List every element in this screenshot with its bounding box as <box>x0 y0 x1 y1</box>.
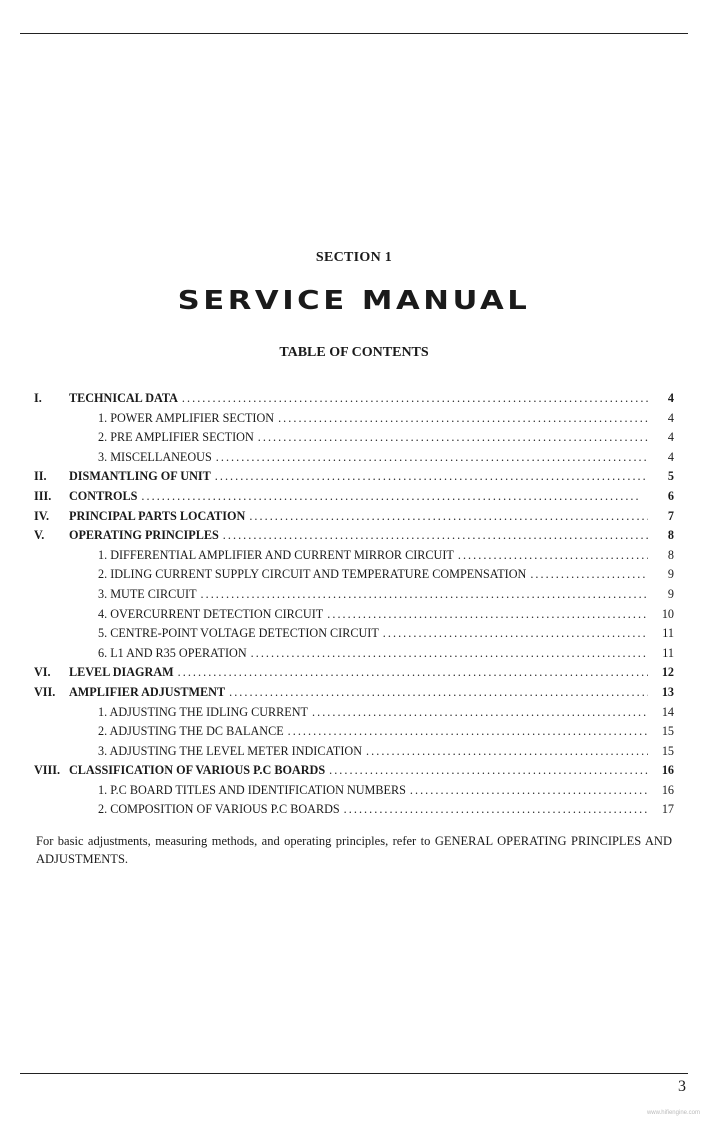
toc-entry-label: AMPLIFIER ADJUSTMENT <box>69 684 226 699</box>
toc-subsection-row <box>34 428 674 448</box>
toc-section-row <box>34 526 674 546</box>
toc-page-number: 12 <box>661 665 674 680</box>
dot-leader <box>182 389 648 409</box>
dot-leader <box>312 703 648 723</box>
toc-heading: TABLE OF CONTENTS <box>279 345 429 360</box>
toc-entry-label: 5. CENTRE-POINT VOLTAGE DETECTION CIRCUIT <box>98 626 379 641</box>
toc-section-row <box>34 761 674 781</box>
toc-page-number: 9 <box>667 567 674 582</box>
toc-page-number: 15 <box>661 743 674 758</box>
dot-leader <box>458 546 648 566</box>
toc-entry-label: 3. MUTE CIRCUIT <box>98 586 197 601</box>
toc-subsection-row <box>34 722 674 742</box>
toc-entry-label: 3. ADJUSTING THE LEVEL METER INDICATION <box>98 743 363 758</box>
toc-page-number: 14 <box>661 704 674 719</box>
watermark-text: www.hifiengine.com <box>646 1110 700 1116</box>
toc-entry-label: CONTROLS <box>69 488 138 503</box>
toc-entry-label: 1. P.C BOARD TITLES AND IDENTIFICATION NUMBERS <box>98 782 406 797</box>
toc-subsection-row <box>34 703 674 723</box>
toc-entry-label: 2. COMPOSITION OF VARIOUS P.C BOARDS <box>98 802 340 817</box>
dot-leader <box>215 467 648 487</box>
dot-leader <box>383 624 648 644</box>
toc-section-row <box>34 467 674 487</box>
toc-page-number: 4 <box>667 449 674 464</box>
toc-entry-label: PRINCIPAL PARTS LOCATION <box>69 508 246 523</box>
toc-entry-label: 1. DIFFERENTIAL AMPLIFIER AND CURRENT MIRROR CIRCUIT <box>98 547 454 562</box>
toc-entry-label: 4. OVERCURRENT DETECTION CIRCUIT <box>98 606 324 621</box>
dot-leader <box>288 722 648 742</box>
dot-leader <box>141 487 648 507</box>
toc-page-number: 10 <box>661 606 674 621</box>
toc-entry-label: LEVEL DIAGRAM <box>69 665 174 680</box>
toc-entry-label: 2. PRE AMPLIFIER SECTION <box>98 430 254 445</box>
toc-page-number: 17 <box>661 802 674 817</box>
dot-leader <box>216 448 648 468</box>
top-rule <box>20 33 688 34</box>
toc-subsection-row <box>34 409 674 429</box>
toc-section-number: I. <box>34 391 42 405</box>
toc-section-row <box>34 389 674 409</box>
toc-subsection-row <box>34 605 674 625</box>
toc-page-number: 16 <box>661 782 674 797</box>
toc-subsection-row <box>34 800 674 820</box>
toc-subsection-row <box>34 585 674 605</box>
toc-entry-label: 1. ADJUSTING THE IDLING CURRENT <box>98 704 309 719</box>
dot-leader <box>530 565 648 585</box>
dot-leader <box>223 526 648 546</box>
toc-subsection-row <box>34 546 674 566</box>
page-number: 3 <box>678 1078 686 1095</box>
toc-page-number: 8 <box>667 528 674 543</box>
dot-leader <box>344 800 648 820</box>
toc-subsection-row <box>34 781 674 801</box>
toc-page-number: 6 <box>667 488 674 503</box>
dot-leader <box>410 781 648 801</box>
toc-page-number: 4 <box>667 391 674 405</box>
toc-section-row <box>34 507 674 527</box>
dot-leader <box>327 605 648 625</box>
section-label: SECTION 1 <box>315 250 393 265</box>
toc-subsection-row <box>34 565 674 585</box>
toc-subsection-row <box>34 448 674 468</box>
toc-page-number: 13 <box>661 684 674 699</box>
toc-entry-label: TECHNICAL DATA <box>69 391 178 405</box>
toc-section-number: V. <box>34 528 45 543</box>
document-title: SERVICE MANUAL <box>177 286 531 316</box>
dot-leader <box>201 585 648 605</box>
dot-leader <box>366 742 648 762</box>
toc-page-number: 16 <box>661 763 674 778</box>
toc-entry-label: 1. POWER AMPLIFIER SECTION <box>98 410 275 425</box>
toc-entry-label: 2. IDLING CURRENT SUPPLY CIRCUIT AND TEMPERATURE COMPENSATION <box>98 567 527 582</box>
toc-page-number: 4 <box>667 430 674 445</box>
dot-leader <box>278 409 648 429</box>
toc-page-number: 11 <box>662 645 674 660</box>
toc-section-number: III. <box>34 488 52 503</box>
toc-entry-label: OPERATING PRINCIPLES <box>69 528 219 543</box>
toc-page-number: 4 <box>667 410 674 425</box>
toc-entry-label: 2. ADJUSTING THE DC BALANCE <box>98 724 284 739</box>
toc-subsection-row <box>34 742 674 762</box>
toc-section-number: VI. <box>34 665 51 680</box>
toc-section-row <box>34 487 674 507</box>
bottom-rule <box>20 1073 688 1074</box>
dot-leader <box>178 663 648 683</box>
dot-leader <box>229 683 648 703</box>
reference-note: For basic adjustments, measuring methods, and operating principles, refer to GENERAL OPERATING PRINCIPLES AND ADJUSTMENTS. <box>36 834 672 866</box>
toc-section-number: IV. <box>34 508 50 523</box>
toc-section-number: II. <box>34 469 47 484</box>
toc-page-number: 7 <box>667 508 674 523</box>
toc-section-number: VII. <box>34 684 56 699</box>
dot-leader <box>258 428 648 448</box>
toc-page-number: 8 <box>667 547 674 562</box>
toc-page-number: 5 <box>667 469 674 484</box>
toc-entry-label: 3. MISCELLANEOUS <box>98 449 212 464</box>
dot-leader <box>249 507 648 527</box>
toc-page-number: 9 <box>667 586 674 601</box>
toc-entry-label: CLASSIFICATION OF VARIOUS P.C BOARDS <box>69 763 326 778</box>
dot-leader <box>251 644 648 664</box>
toc-section-row <box>34 663 674 683</box>
table-of-contents <box>34 389 674 820</box>
toc-subsection-row <box>34 644 674 664</box>
toc-page-number: 15 <box>661 724 674 739</box>
toc-subsection-row <box>34 624 674 644</box>
dot-leader <box>329 761 648 781</box>
toc-section-row <box>34 683 674 703</box>
toc-section-number: VIII. <box>34 763 61 778</box>
toc-entry-label: 6. L1 AND R35 OPERATION <box>98 645 247 660</box>
toc-entry-label: DISMANTLING OF UNIT <box>69 469 211 484</box>
toc-page-number: 11 <box>662 626 674 641</box>
